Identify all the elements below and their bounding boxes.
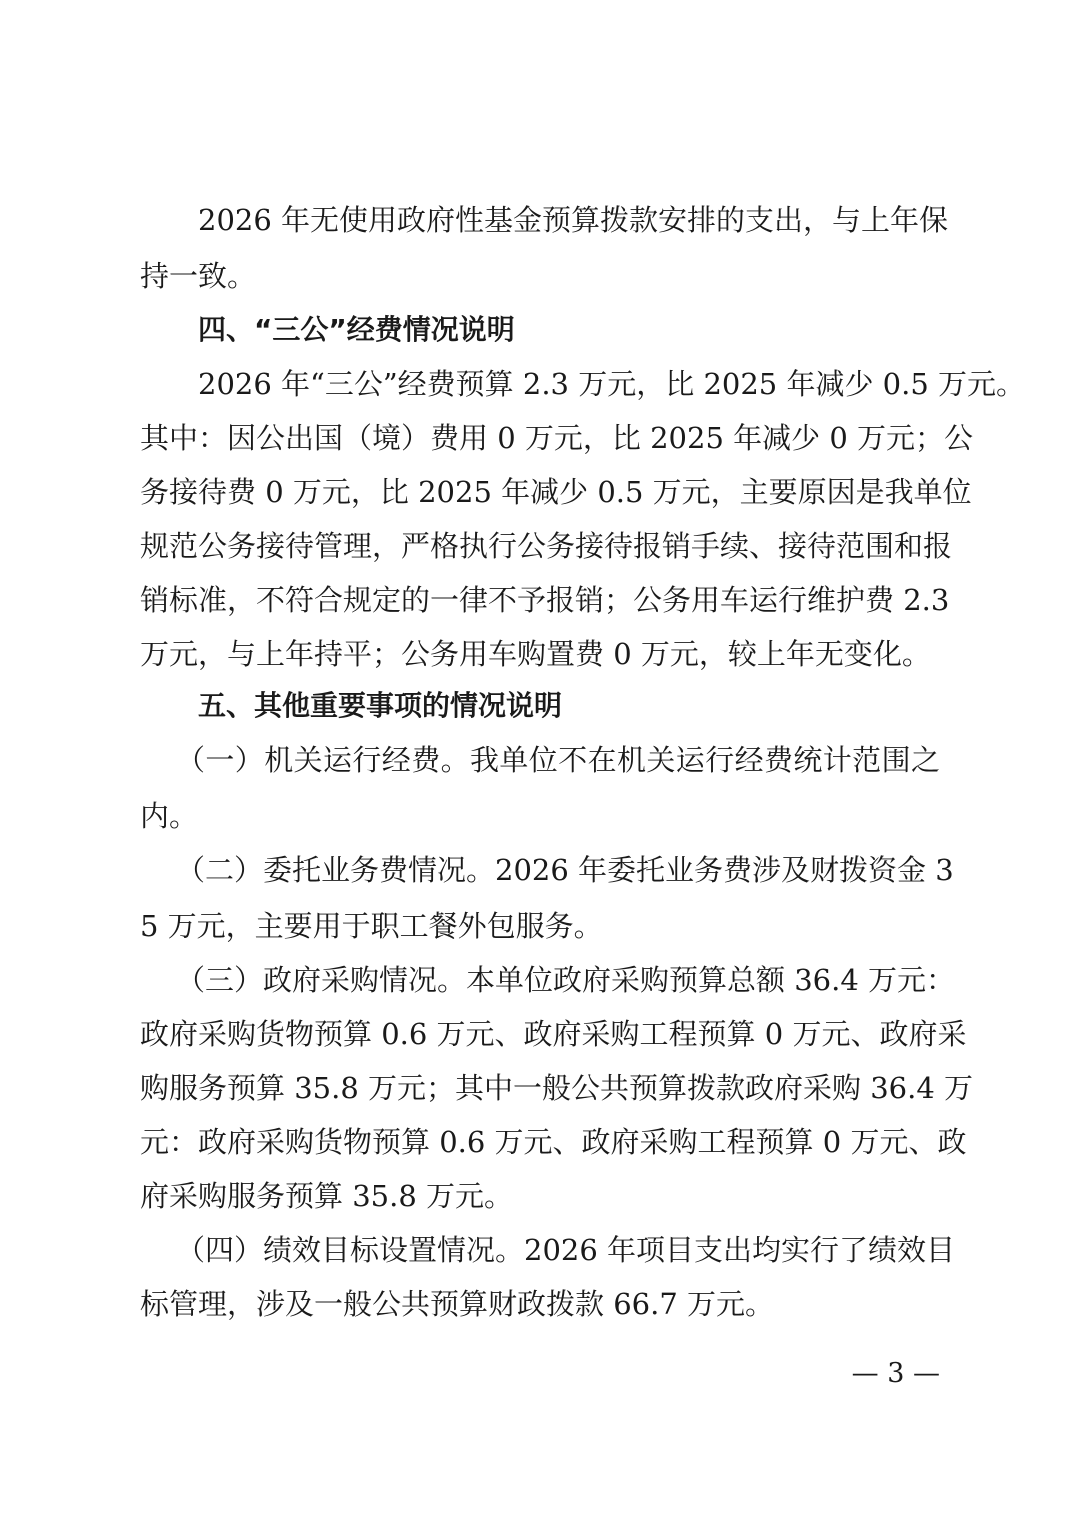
paragraph-line: （四）绩效目标设置情况。2026 年项目支出均实行了绩效目 <box>176 1233 956 1267</box>
paragraph-line: 标管理，涉及一般公共预算财政拨款 66.7 万元。 <box>140 1287 775 1321</box>
paragraph-line: 务接待费 0 万元，比 2025 年减少 0.5 万元，主要原因是我单位 <box>140 475 972 509</box>
paragraph-line: 销标准，不符合规定的一律不予报销；公务用车运行维护费 2.3 <box>140 583 950 617</box>
section-heading: 四、“三公”经费情况说明 <box>198 313 515 346</box>
paragraph-line: 5 万元，主要用于职工餐外包服务。 <box>140 909 603 943</box>
paragraph-line: 持一致。 <box>140 259 257 293</box>
paragraph-line: 2026 年“三公”经费预算 2.3 万元，比 2025 年减少 0.5 万元。 <box>198 367 1026 401</box>
paragraph-line: 府采购服务预算 35.8 万元。 <box>140 1179 514 1213</box>
paragraph-line: 购服务预算 35.8 万元；其中一般公共预算拨款政府采购 36.4 万 <box>140 1071 974 1105</box>
paragraph-line: （一）机关运行经费。我单位不在机关运行经费统计范围之 <box>176 743 940 777</box>
paragraph-line: （三）政府采购情况。本单位政府采购预算总额 36.4 万元： <box>176 963 956 997</box>
paragraph-line: 元：政府采购货物预算 0.6 万元、政府采购工程预算 0 万元、政 <box>140 1125 967 1159</box>
paragraph-line: 万元，与上年持平；公务用车购置费 0 万元，较上年无变化。 <box>140 637 931 671</box>
paragraph-line: 规范公务接待管理，严格执行公务接待报销手续、接待范围和报 <box>140 529 953 563</box>
paragraph-line: （二）委托业务费情况。2026 年委托业务费涉及财拨资金 3 <box>176 853 954 887</box>
page-number: — 3 — <box>851 1358 940 1389</box>
section-heading: 五、其他重要事项的情况说明 <box>198 689 563 722</box>
paragraph-line: 2026 年无使用政府性基金预算拨款安排的支出，与上年保 <box>198 203 949 237</box>
paragraph-line: 内。 <box>140 799 199 833</box>
paragraph-line: 政府采购货物预算 0.6 万元、政府采购工程预算 0 万元、政府采 <box>140 1017 967 1051</box>
paragraph-line: 其中：因公出国（境）费用 0 万元，比 2025 年减少 0 万元；公 <box>140 421 974 455</box>
